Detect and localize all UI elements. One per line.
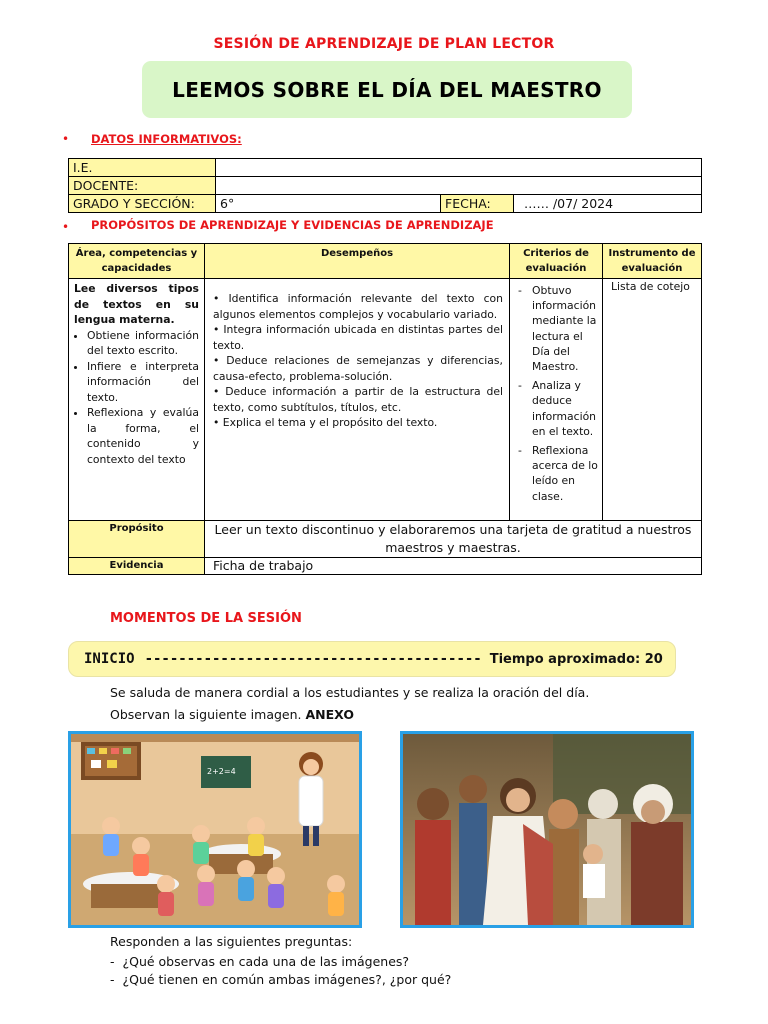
preguntas-intro: Responden a las siguientes preguntas: — [110, 934, 353, 949]
board-math: 2+2=4 — [207, 767, 236, 776]
pregunta-item — [110, 972, 451, 987]
bullet-icon: • — [62, 132, 70, 146]
capacidades-list — [74, 328, 199, 468]
dash-icon: - — [110, 954, 123, 969]
momentos-heading: MOMENTOS DE LA SESIÓN — [110, 611, 302, 626]
proposito-text: Leer un texto discontinuo y elaboraremos una tarjeta de gratitud a nuestros maestros y maestras. — [205, 521, 702, 558]
datos-heading: DATOS INFORMATIVOS: — [91, 132, 242, 146]
classroom-illustration — [71, 734, 359, 925]
dash-icon: - — [110, 972, 123, 987]
capacidad-item: • Obtiene información del texto escrito. — [87, 328, 199, 359]
tiempo-value: : 20 — [635, 651, 663, 667]
inicio-line-2 — [110, 707, 354, 722]
pregunta-item — [110, 954, 409, 969]
instrumento-cell: Lista de cotejo — [603, 279, 702, 521]
inicio-box — [68, 641, 676, 677]
pregunta-text: ¿Qué tienen en común ambas imágenes?, ¿por qué? — [122, 972, 452, 987]
info-row-docente — [69, 177, 702, 195]
criterios-cell — [510, 279, 603, 521]
ie-label: I.E. — [69, 159, 216, 177]
proposito-label: Propósito — [69, 521, 205, 558]
criterios-list — [516, 283, 598, 504]
competencia-title: Lee diversos tipos de textos en su lengua materna. — [74, 282, 199, 326]
info-row-grado — [69, 195, 702, 213]
desempeno-item: • Deduce relaciones de semejanzas y diferencias, causa-efecto, problema-solución. — [213, 354, 503, 383]
inicio-line-1: Se saluda de manera cordial a los estudiantes y se realiza la oración del día. — [110, 685, 590, 700]
main-title: LEEMOS SOBRE EL DÍA DEL MAESTRO — [172, 77, 602, 102]
info-table — [68, 158, 702, 213]
evidencia-text: Ficha de trabajo — [205, 558, 702, 575]
criterio-item: - Obtuvo información mediante la lectura el Día del Maestro. — [516, 283, 598, 374]
desempeno-item: • Deduce información a partir de la estructura del texto, como subtítulos, títulos, etc. — [213, 385, 503, 414]
tiempo-label: Tiempo aproximado — [489, 651, 636, 667]
bullet-icon: • — [62, 220, 70, 234]
inicio-dashes: ---------------------------------------- — [144, 651, 482, 667]
desempeno-item: • Explica el tema y el propósito del texto. — [213, 416, 438, 429]
objectives-header-row — [69, 244, 702, 279]
docente-field[interactable] — [216, 177, 702, 195]
desempenos-cell — [205, 279, 510, 521]
header-criterios: Criterios de evaluación — [510, 244, 603, 279]
fecha-label: FECHA: — [441, 195, 514, 213]
inicio-line-2-text: Observan la siguiente imagen. — [110, 707, 306, 722]
inicio-label: INICIO — [84, 651, 135, 667]
capacidad-item: • Reflexiona y evalúa la forma, el contenido y contexto del texto — [87, 405, 199, 467]
capacidad-item: • Infiere e interpreta información del texto. — [87, 359, 199, 406]
objectives-content-row — [69, 279, 702, 521]
main-title-box — [142, 61, 632, 118]
session-title: SESIÓN DE APRENDIZAJE DE PLAN LECTOR — [213, 36, 555, 52]
criterio-item: - Reflexiona acerca de lo leído en clase. — [516, 443, 598, 504]
propositos-heading: PROPÓSITOS DE APRENDIZAJE Y EVIDENCIAS DE APRENDIZAJE — [91, 218, 494, 232]
classroom-image — [68, 731, 362, 928]
ie-field[interactable] — [216, 159, 702, 177]
grado-field[interactable]: 6° — [216, 195, 441, 213]
objectives-table — [68, 243, 702, 575]
proposito-row — [69, 521, 702, 558]
competencias-cell — [69, 279, 205, 521]
header-instrumento: Instrumento de evaluación — [603, 244, 702, 279]
docente-label: DOCENTE: — [69, 177, 216, 195]
header-desempenos: Desempeños — [205, 244, 510, 279]
evidencia-label: Evidencia — [69, 558, 205, 575]
grado-label: GRADO Y SECCIÓN: — [69, 195, 216, 213]
anexo-label: ANEXO — [305, 707, 354, 722]
pregunta-text: ¿Qué observas en cada una de las imágenes? — [122, 954, 410, 969]
jesus-scene-image — [400, 731, 694, 928]
fecha-field[interactable]: …… /07/ 2024 — [514, 195, 702, 213]
desempeno-item: • Identifica información relevante del texto con algunos elementos complejos y vocabulario variado. — [213, 292, 503, 321]
evidencia-row — [69, 558, 702, 575]
jesus-scene-illustration — [403, 734, 691, 925]
desempeno-item: • Integra información ubicada en distintas partes del texto. — [213, 323, 503, 352]
criterio-item: - Analiza y deduce información en el texto. — [516, 378, 598, 439]
info-row-ie — [69, 159, 702, 177]
header-area: Área, competencias y capacidades — [69, 244, 205, 279]
